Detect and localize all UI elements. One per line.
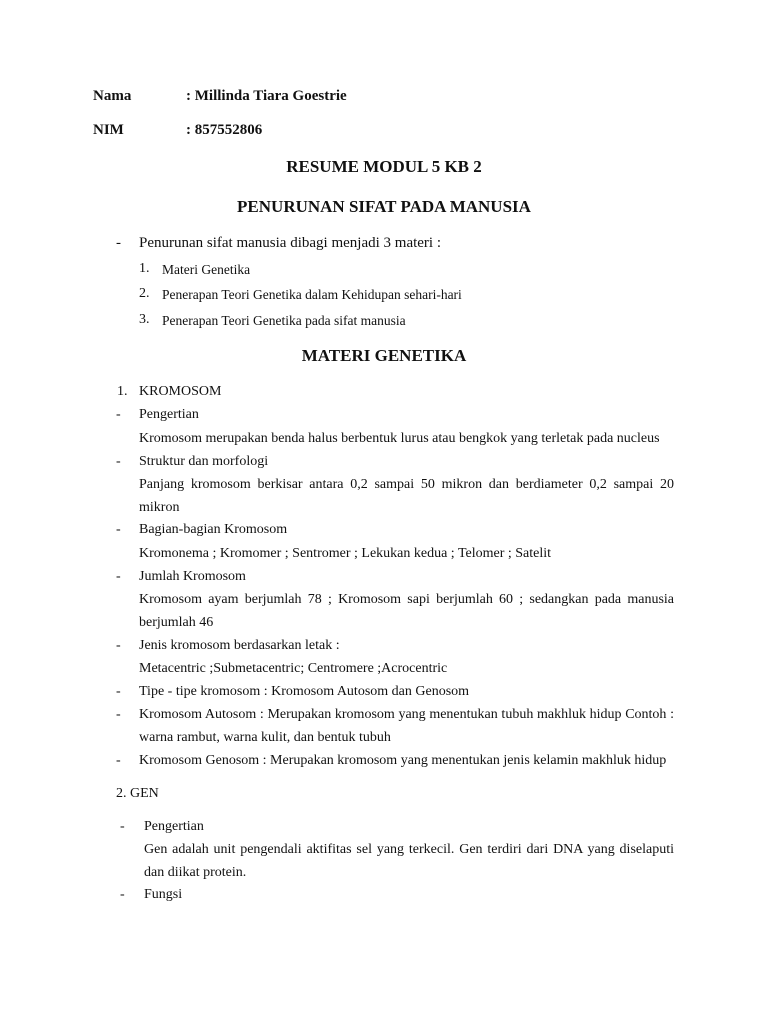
kromosom-struktur-label: Struktur dan morfologi xyxy=(139,454,269,469)
bullet-dash: - xyxy=(116,522,121,537)
kromosom-jenis-text: Metacentric ;Submetacentric; Centromere ;Acrocentric xyxy=(139,661,448,676)
kromosom-jumlah-label: Jumlah Kromosom xyxy=(139,569,246,584)
kromosom-pengertian-text: Kromosom merupakan benda halus berbentuk lurus atau bengkok yang terletak pada nucleus xyxy=(139,431,660,446)
intro-item-2-num: 2. xyxy=(139,286,150,301)
bullet-dash: - xyxy=(116,569,121,584)
intro-item-3-num: 3. xyxy=(139,312,150,327)
kromosom-pengertian-label: Pengertian xyxy=(139,407,199,422)
kromosom-jenis-label: Jenis kromosom berdasarkan letak : xyxy=(139,638,340,653)
bullet-dash: - xyxy=(116,407,121,422)
name-label: Nama xyxy=(93,88,132,104)
kromosom-num: 1. xyxy=(117,384,128,399)
kromosom-struktur-text: Panjang kromosom berkisar antara 0,2 sampai 50 mikron dan berdiameter 0,2 sampai 20 mikron xyxy=(139,477,674,515)
bullet-dash: - xyxy=(116,707,121,722)
kromosom-genosom-text: Kromosom Genosom : Merupakan kromosom yang menentukan jenis kelamin makhluk hidup xyxy=(139,753,667,768)
bullet-dash: - xyxy=(116,454,121,469)
intro-item-3-text: Penerapan Teori Genetika pada sifat manusia xyxy=(162,313,406,328)
kromosom-jumlah-text: Kromosom ayam berjumlah 78 ; Kromosom sapi berjumlah 60 ; sedangkan pada manusia berjumlah 46 xyxy=(139,592,674,630)
gen-pengertian-text: Gen adalah unit pengendali aktifitas sel yang terkecil. Gen terdiri dari DNA yang diselaputi dan diikat protein. xyxy=(144,842,674,880)
bullet-dash: - xyxy=(116,684,121,699)
intro-item-2-text: Penerapan Teori Genetika dalam Kehidupan sehari-hari xyxy=(162,287,462,302)
nim-value: : 857552806 xyxy=(186,122,263,138)
gen-fungsi-label: Fungsi xyxy=(144,887,183,902)
kromosom-autosom-text: Kromosom Autosom : Merupakan kromosom yang menentukan tubuh makhluk hidup Contoh : warna rambut, warna kulit, dan bentuk tubuh xyxy=(139,707,674,745)
bullet-dash: - xyxy=(120,887,125,902)
section-title: MATERI GENETIKA xyxy=(301,346,467,365)
kromosom-bagian-text: Kromonema ; Kromomer ; Sentromer ; Lekukan kedua ; Telomer ; Satelit xyxy=(139,546,552,561)
gen-heading: 2. GEN xyxy=(116,786,159,801)
main-title: RESUME MODUL 5 KB 2 xyxy=(286,157,482,176)
kromosom-bagian-label: Bagian-bagian Kromosom xyxy=(139,522,288,537)
intro-dash: - xyxy=(116,235,121,251)
sub-title: PENURUNAN SIFAT PADA MANUSIA xyxy=(237,197,531,216)
bullet-dash: - xyxy=(120,819,125,834)
intro-text: Penurunan sifat manusia dibagi menjadi 3 materi : xyxy=(139,235,442,251)
gen-pengertian-label: Pengertian xyxy=(144,819,204,834)
nim-label: NIM xyxy=(93,122,124,138)
bullet-dash: - xyxy=(116,753,121,768)
bullet-dash: - xyxy=(116,638,121,653)
intro-item-1-text: Materi Genetika xyxy=(162,262,251,277)
kromosom-tipe-text: Tipe - tipe kromosom : Kromosom Autosom dan Genosom xyxy=(139,684,470,699)
intro-item-1-num: 1. xyxy=(139,261,150,276)
name-value: : Millinda Tiara Goestrie xyxy=(186,88,347,104)
kromosom-heading: KROMOSOM xyxy=(139,384,222,399)
